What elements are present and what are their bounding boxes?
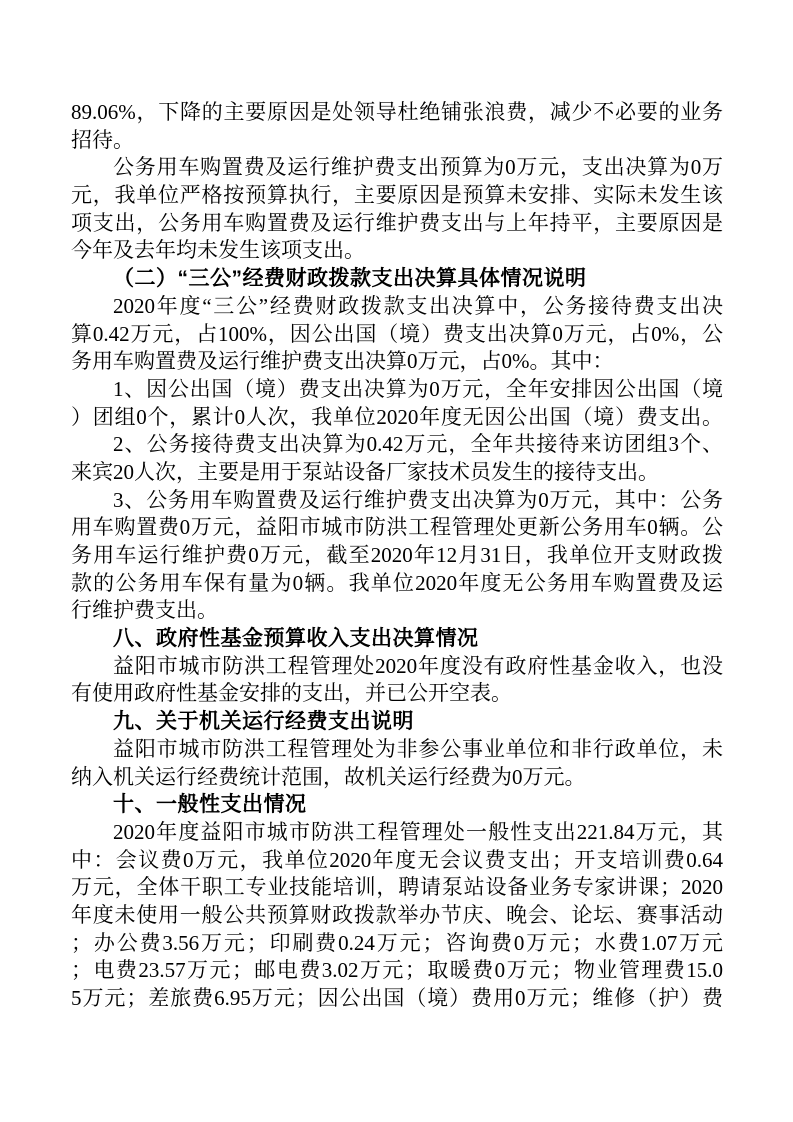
section-heading: 九、关于机关运行经费支出说明 xyxy=(113,710,414,734)
text-line: 3、公务用车购置费及运行维护费支出决算为0万元，其中：公务 xyxy=(113,487,723,512)
text-line: 招待。 xyxy=(71,127,134,152)
text-line: ；电费23.57万元；邮电费3.02万元；取暖费0万元；物业管理费15.0 xyxy=(71,958,723,983)
text-line: 2020年度“三公”经费财政拨款支出决算中，公务接待费支出决 xyxy=(113,293,723,318)
section-heading: 十、一般性支出情况 xyxy=(113,793,307,817)
text-line: 2、公务接待费支出决算为0.42万元，全年共接待来访团组3个、 xyxy=(113,432,723,457)
text-line: 公务用车购置费及运行维护费支出预算为0万元，支出决算为0万 xyxy=(113,155,723,180)
text-line: 年度未使用一般公共预算财政拨款举办节庆、晚会、论坛、赛事活动 xyxy=(71,902,723,927)
text-line: 中：会议费0万元，我单位2020年度无会议费支出；开支培训费0.64 xyxy=(71,847,723,872)
text-line: 来宾20人次，主要是用于泵站设备厂家技术员发生的接待支出。 xyxy=(71,459,659,484)
text-line: 万元，全体干职工专业技能培训，聘请泵站设备业务专家讲课；2020 xyxy=(71,875,723,900)
text-line: 益阳市城市防洪工程管理处为非参公事业单位和非行政单位，未 xyxy=(113,736,723,761)
text-line: 今年及去年均未发生该项支出。 xyxy=(71,238,365,263)
section-heading: （二）“三公”经费财政拨款支出决算具体情况说明 xyxy=(113,267,587,291)
text-line: 89.06%，下降的主要原因是处领导杜绝铺张浪费，减少不必要的业务 xyxy=(71,100,723,124)
text-line: 务用车购置费及运行维护费支出决算0万元，占0%。其中： xyxy=(71,349,614,374)
text-line: 1、因公出国（境）费支出决算为0万元，全年安排因公出国（境 xyxy=(113,376,723,401)
text-line: 行维护费支出。 xyxy=(71,598,218,623)
text-line: 元，我单位严格按预算执行，主要原因是预算未安排、实际未发生该 xyxy=(71,183,723,208)
text-line: ）团组0个，累计0人次，我单位2020年度无因公出国（境）费支出。 xyxy=(71,404,723,429)
text-line: ；办公费3.56万元；印刷费0.24万元；咨询费0万元；水费1.07万元 xyxy=(71,930,723,955)
text-line: 有使用政府性基金安排的支出，并已公开空表。 xyxy=(71,681,512,706)
text-line: 用车购置费0万元，益阳市城市防洪工程管理处更新公务用车0辆。公 xyxy=(71,515,723,540)
text-line: 算0.42万元，占100%，因公出国（境）费支出决算0万元，占0%，公 xyxy=(71,321,723,346)
text-line: 务用车运行维护费0万元，截至2020年12月31日，我单位开支财政拨 xyxy=(71,543,723,567)
section-heading: 八、政府性基金预算收入支出决算情况 xyxy=(113,627,479,651)
text-line: 2020年度益阳市城市防洪工程管理处一般性支出221.84万元，其 xyxy=(113,819,723,844)
text-line: 款的公务用车保有量为0辆。我单位2020年度无公务用车购置费及运 xyxy=(71,570,723,595)
document-body xyxy=(71,99,723,1013)
text-line: 益阳市城市防洪工程管理处2020年度没有政府性基金收入，也没 xyxy=(113,653,723,678)
text-line: 纳入机关运行经费统计范围，故机关运行经费为0万元。 xyxy=(71,764,586,789)
text-line: 5万元；差旅费6.95万元；因公出国（境）费用0万元；维修（护）费 xyxy=(71,986,723,1010)
text-line: 项支出，公务用车购置费及运行维护费支出与上年持平，主要原因是 xyxy=(71,210,723,235)
